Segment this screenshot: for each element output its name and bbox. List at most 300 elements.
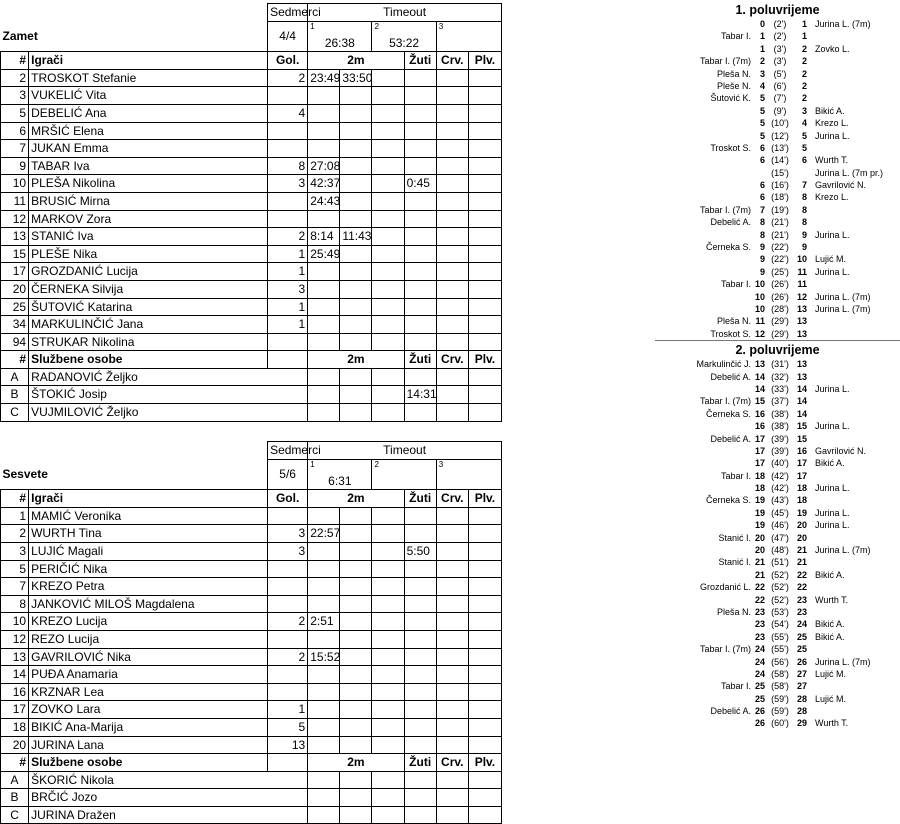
away-scorer: Jurina L. (7m): [815, 545, 871, 556]
home-score: 14: [754, 371, 765, 382]
player-row: [1, 157, 502, 175]
away-scorer: Jurina L. (7m): [815, 656, 871, 667]
player-name: ŠUTOVIĆ Katarina: [29, 298, 268, 316]
official-name: ŠTOKIĆ Josip: [29, 386, 308, 404]
player-goals: [268, 630, 308, 648]
player-name: TROSKOT Stefanie: [29, 69, 268, 87]
team-table: [0, 441, 502, 824]
suspension-3: [372, 666, 404, 684]
col-blue: Plv.: [468, 52, 501, 70]
sevenmeter-value: 4/4: [268, 21, 308, 52]
goal-event: [655, 618, 900, 630]
player-number: 15: [1, 245, 29, 263]
event-minute: (21'): [771, 217, 789, 228]
goal-event: [655, 594, 900, 606]
event-minute: (55'): [771, 631, 789, 642]
player-number: 7: [1, 140, 29, 158]
col-number: #: [1, 52, 29, 70]
second-half-events: [655, 358, 900, 730]
official-name: JURINA Dražen: [29, 806, 308, 824]
goal-event: [655, 253, 900, 265]
timeout-slot-2: [372, 21, 436, 52]
col-officials: Službene osobe: [29, 351, 268, 369]
timeout-slot-1: [308, 459, 372, 490]
player-name: TABAR Iva: [29, 157, 268, 175]
player-row: [1, 701, 502, 719]
official-row: [1, 806, 502, 824]
goal-event: [655, 705, 900, 717]
player-goals: 1: [268, 298, 308, 316]
goal-event: [655, 229, 900, 241]
goal-event: [655, 581, 900, 593]
suspension-3: [372, 525, 404, 543]
home-score: 7: [759, 204, 765, 215]
suspension-1: [308, 771, 340, 789]
suspension-3: [372, 280, 404, 298]
player-name: PUĐA Anamaria: [29, 666, 268, 684]
player-row: [1, 542, 502, 560]
player-goals: 2: [268, 648, 308, 666]
suspension-3: [372, 157, 404, 175]
goal-event: [655, 519, 900, 531]
away-scorer: Lujić M.: [815, 254, 847, 265]
suspension-3: [372, 718, 404, 736]
player-name: VUKELIĆ Vita: [29, 87, 268, 105]
player-name: GROZDANIĆ Lucija: [29, 263, 268, 281]
player-name: JURINA Lana: [29, 736, 268, 754]
home-scorer: Černeka S.: [705, 408, 751, 419]
suspension-1: [308, 578, 340, 596]
blue-card: [468, 560, 501, 578]
blue-card: [468, 87, 501, 105]
goal-event: [655, 291, 900, 303]
player-number: 12: [1, 210, 29, 228]
team-sheet-home: [0, 3, 502, 422]
suspension-3: [372, 630, 404, 648]
blue-card: [468, 245, 501, 263]
home-score: 10: [754, 303, 765, 314]
blue-card: [468, 507, 501, 525]
home-scorer: Tabar I. (7m): [699, 56, 751, 67]
red-card: [436, 595, 468, 613]
away-scorer: Jurina L.: [815, 130, 850, 141]
yellow-card: [404, 525, 436, 543]
goal-event: [655, 55, 900, 67]
away-score: 4: [801, 118, 807, 129]
player-row: [1, 736, 502, 754]
goal-event: [655, 631, 900, 643]
away-scorer: Jurina L.: [815, 229, 850, 240]
away-score: 20: [796, 520, 807, 531]
yellow-card: [404, 666, 436, 684]
blue-card: [468, 140, 501, 158]
away-score: 18: [796, 495, 807, 506]
suspension-3: [372, 507, 404, 525]
home-score: 19: [754, 520, 765, 531]
red-card: [436, 542, 468, 560]
col-two-minutes: 2m: [308, 351, 404, 369]
red-card: [436, 228, 468, 246]
event-minute: (14'): [771, 155, 789, 166]
goal-event: [655, 556, 900, 568]
player-goals: 3: [268, 542, 308, 560]
red-card: [436, 578, 468, 596]
home-score: 8: [759, 217, 765, 228]
red-card: [436, 386, 468, 404]
suspension-3: [372, 298, 404, 316]
player-goals: 1: [268, 701, 308, 719]
player-name: MAMIĆ Veronika: [29, 507, 268, 525]
event-minute: (42'): [771, 483, 789, 494]
goal-event: [655, 445, 900, 457]
suspension-1: 23:49: [308, 69, 340, 87]
home-scorer: Troskot S.: [710, 328, 751, 339]
player-number: 5: [1, 104, 29, 122]
event-minute: (6'): [773, 80, 787, 91]
red-card: [436, 736, 468, 754]
suspension-1: [308, 789, 340, 807]
suspension-1: [308, 404, 340, 422]
timeout-time: [439, 31, 499, 35]
away-scorer: Bikić A.: [815, 631, 845, 642]
home-score: 5: [759, 105, 765, 116]
suspension-3: [372, 122, 404, 140]
suspension-2: [340, 613, 372, 631]
away-score: 1: [801, 19, 807, 29]
away-scorer: Jurina L.: [815, 483, 850, 494]
player-name: BRUSIĆ Mirna: [29, 192, 268, 210]
player-name: REZO Lucija: [29, 630, 268, 648]
timeout-time: 6:31: [328, 473, 352, 488]
yellow-card: [404, 613, 436, 631]
timeout-time: [439, 469, 499, 473]
suspension-1: 22:57: [308, 525, 340, 543]
yellow-card: [404, 806, 436, 824]
player-goals: 3: [268, 280, 308, 298]
event-minute: (22'): [771, 242, 789, 253]
yellow-card: 14:31: [404, 386, 436, 404]
red-card: [436, 771, 468, 789]
player-row: [1, 122, 502, 140]
suspension-1: 27:08: [308, 157, 340, 175]
suspension-3: [372, 613, 404, 631]
home-score: 10: [754, 291, 765, 302]
player-row: [1, 333, 502, 351]
home-scorer: Grozdanić L.: [699, 582, 751, 593]
blue-card: [468, 630, 501, 648]
goal-event: [655, 30, 900, 42]
goal-event: [655, 142, 900, 154]
official-letter: B: [1, 386, 29, 404]
suspension-3: [372, 386, 404, 404]
player-row: [1, 718, 502, 736]
suspension-1: [308, 210, 340, 228]
away-score: 18: [796, 483, 807, 494]
red-card: [436, 525, 468, 543]
event-minute: (58'): [771, 668, 789, 679]
away-score: 21: [796, 557, 807, 568]
suspension-1: [308, 122, 340, 140]
event-minute: (52'): [771, 569, 789, 580]
home-scorer: Pleša N.: [716, 316, 751, 327]
suspension-3: [372, 263, 404, 281]
player-goals: 2: [268, 613, 308, 631]
home-scorer: Stanić I.: [718, 532, 751, 543]
col-players: Igrači: [29, 52, 268, 70]
player-goals: 1: [268, 263, 308, 281]
player-number: 6: [1, 122, 29, 140]
event-minute: (58'): [771, 681, 789, 692]
red-card: [436, 316, 468, 334]
home-score: 3: [759, 68, 765, 79]
home-score: 6: [759, 142, 765, 153]
player-goals: [268, 666, 308, 684]
home-scorer: Černeka S.: [705, 242, 751, 253]
red-card: [436, 280, 468, 298]
home-scorer: Debelić A.: [710, 217, 751, 228]
away-score: 26: [796, 656, 807, 667]
away-score: 13: [796, 371, 807, 382]
col-number: #: [1, 754, 29, 772]
home-score: 17: [754, 433, 765, 444]
away-scorer: Jurina L. (7m): [815, 303, 871, 314]
goal-event: [655, 117, 900, 129]
col-two-minutes: 2m: [308, 754, 404, 772]
home-score: 24: [754, 668, 765, 679]
goal-event: [655, 167, 900, 179]
home-scorer: Troskot S.: [710, 142, 751, 153]
away-score: 9: [801, 229, 807, 240]
suspension-1: [308, 507, 340, 525]
away-score: 28: [796, 693, 807, 704]
red-card: [436, 245, 468, 263]
player-number: 8: [1, 595, 29, 613]
yellow-card: [404, 507, 436, 525]
away-scorer: Jurina L.: [815, 383, 850, 394]
suspension-2: [340, 333, 372, 351]
goal-event: [655, 494, 900, 506]
player-name: PERIČIĆ Nika: [29, 560, 268, 578]
home-score: 25: [754, 693, 765, 704]
event-minute: (40'): [771, 458, 789, 469]
red-card: [436, 140, 468, 158]
goal-event: [655, 395, 900, 407]
col-goals: Gol.: [268, 490, 308, 508]
event-minute: (29'): [771, 328, 789, 339]
goal-event: [655, 68, 900, 80]
yellow-card: [404, 69, 436, 87]
home-score: 9: [759, 242, 765, 253]
blue-card: [468, 386, 501, 404]
player-goals: 5: [268, 718, 308, 736]
event-minute: (12'): [771, 130, 789, 141]
suspension-3: [372, 542, 404, 560]
player-name: LUJIĆ Magali: [29, 542, 268, 560]
away-scorer: Jurina L. (7m): [815, 291, 871, 302]
yellow-card: [404, 263, 436, 281]
suspension-2: [340, 595, 372, 613]
player-goals: 1: [268, 316, 308, 334]
suspension-2: [340, 507, 372, 525]
blue-card: [468, 280, 501, 298]
blue-card: [468, 683, 501, 701]
player-number: 9: [1, 157, 29, 175]
suspension-1: 8:14: [308, 228, 340, 246]
goal-event: [655, 408, 900, 420]
away-score: 9: [801, 242, 807, 253]
player-number: 10: [1, 613, 29, 631]
goal-event: [655, 680, 900, 692]
player-name: STRUKAR Nikolina: [29, 333, 268, 351]
suspension-2: [340, 806, 372, 824]
player-row: [1, 263, 502, 281]
goal-event: [655, 216, 900, 228]
home-score: 21: [754, 557, 765, 568]
blue-card: [468, 192, 501, 210]
goal-event: [655, 371, 900, 383]
event-minute: (39'): [771, 433, 789, 444]
away-score: 29: [796, 718, 807, 729]
away-score: 23: [796, 606, 807, 617]
official-name: ŠKORIĆ Nikola: [29, 771, 308, 789]
blue-card: [468, 333, 501, 351]
player-row: [1, 630, 502, 648]
away-scorer: Lujić M.: [815, 693, 847, 704]
away-score: 14: [796, 383, 807, 394]
goal-event: [655, 643, 900, 655]
suspension-2: [340, 368, 372, 386]
player-goals: 3: [268, 175, 308, 193]
suspension-2: [340, 542, 372, 560]
home-score: 26: [754, 706, 765, 717]
away-score: 14: [796, 408, 807, 419]
timeout-slot-3: [436, 21, 501, 52]
col-red: Crv.: [436, 351, 468, 369]
away-score: 5: [801, 130, 807, 141]
goal-event: [655, 606, 900, 618]
blue-card: [468, 104, 501, 122]
yellow-card: [404, 648, 436, 666]
home-score: 19: [754, 507, 765, 518]
away-scorer: Jurina L.: [815, 421, 850, 432]
home-score: 9: [759, 266, 765, 277]
home-score: 6: [759, 192, 765, 203]
yellow-card: [404, 316, 436, 334]
goal-event: [655, 693, 900, 705]
away-score: 8: [801, 204, 807, 215]
home-score: 23: [754, 619, 765, 630]
player-goals: [268, 507, 308, 525]
blue-card: [468, 648, 501, 666]
away-scorer: Gavrilović N.: [815, 445, 867, 456]
suspension-2: [340, 210, 372, 228]
event-minute: (38'): [771, 421, 789, 432]
goal-event: [655, 470, 900, 482]
player-row: [1, 245, 502, 263]
yellow-card: [404, 228, 436, 246]
timeout-index: 1: [310, 21, 315, 31]
suspension-2: [340, 140, 372, 158]
timeout-time: 53:22: [389, 35, 420, 50]
away-scorer: Jurina L.: [815, 266, 850, 277]
home-score: 17: [754, 445, 765, 456]
col-number: #: [1, 351, 29, 369]
away-scorer: Jurina L.: [815, 507, 850, 518]
col-yellow: Žuti: [404, 351, 436, 369]
yellow-card: [404, 157, 436, 175]
timeout-time: [374, 469, 433, 473]
away-score: 17: [796, 470, 807, 481]
suspension-1: [308, 386, 340, 404]
suspension-2: [340, 192, 372, 210]
home-score: 0: [759, 19, 765, 29]
player-number: 3: [1, 87, 29, 105]
goal-event: [655, 433, 900, 445]
col-blue: Plv.: [468, 490, 501, 508]
player-number: 2: [1, 69, 29, 87]
player-name: GAVRILOVIĆ Nika: [29, 648, 268, 666]
event-minute: (42'): [771, 470, 789, 481]
timeout-index: 3: [438, 459, 444, 469]
spacer: [1, 442, 268, 460]
col-red: Crv.: [436, 52, 468, 70]
blue-card: [468, 525, 501, 543]
away-score: 20: [796, 532, 807, 543]
yellow-card: [404, 280, 436, 298]
timeout-index: 2: [374, 459, 379, 469]
away-scorer: Wurth T.: [815, 155, 849, 166]
goal-event: [655, 569, 900, 581]
yellow-card: [404, 298, 436, 316]
player-row: [1, 175, 502, 193]
suspension-2: [340, 718, 372, 736]
suspension-3: [372, 806, 404, 824]
suspension-3: [372, 404, 404, 422]
player-row: [1, 595, 502, 613]
away-score: 14: [796, 396, 807, 407]
event-minute: (55'): [771, 644, 789, 655]
player-goals: [268, 578, 308, 596]
home-score: 10: [754, 279, 765, 290]
away-score: 28: [796, 706, 807, 717]
suspension-3: [372, 333, 404, 351]
event-minute: (60'): [771, 718, 789, 729]
player-name: WURTH Tina: [29, 525, 268, 543]
blue-card: [468, 263, 501, 281]
spacer: [1, 4, 268, 22]
away-scorer: Jurina L.: [815, 520, 850, 531]
player-goals: [268, 560, 308, 578]
player-goals: [268, 210, 308, 228]
sevenmeter-value: 5/6: [268, 459, 308, 490]
away-score: 25: [796, 631, 807, 642]
home-score: 8: [759, 229, 765, 240]
goal-event: [655, 457, 900, 469]
goal-event: [655, 303, 900, 315]
goal-event: [655, 507, 900, 519]
suspension-1: 25:49: [308, 245, 340, 263]
suspension-1: [308, 736, 340, 754]
player-row: [1, 192, 502, 210]
player-row: [1, 613, 502, 631]
goal-event: [655, 204, 900, 216]
suspension-3: [372, 140, 404, 158]
away-score: 2: [801, 56, 807, 67]
col-yellow: Žuti: [404, 754, 436, 772]
yellow-card: [404, 789, 436, 807]
yellow-card: [404, 771, 436, 789]
away-score: 6: [801, 155, 807, 166]
